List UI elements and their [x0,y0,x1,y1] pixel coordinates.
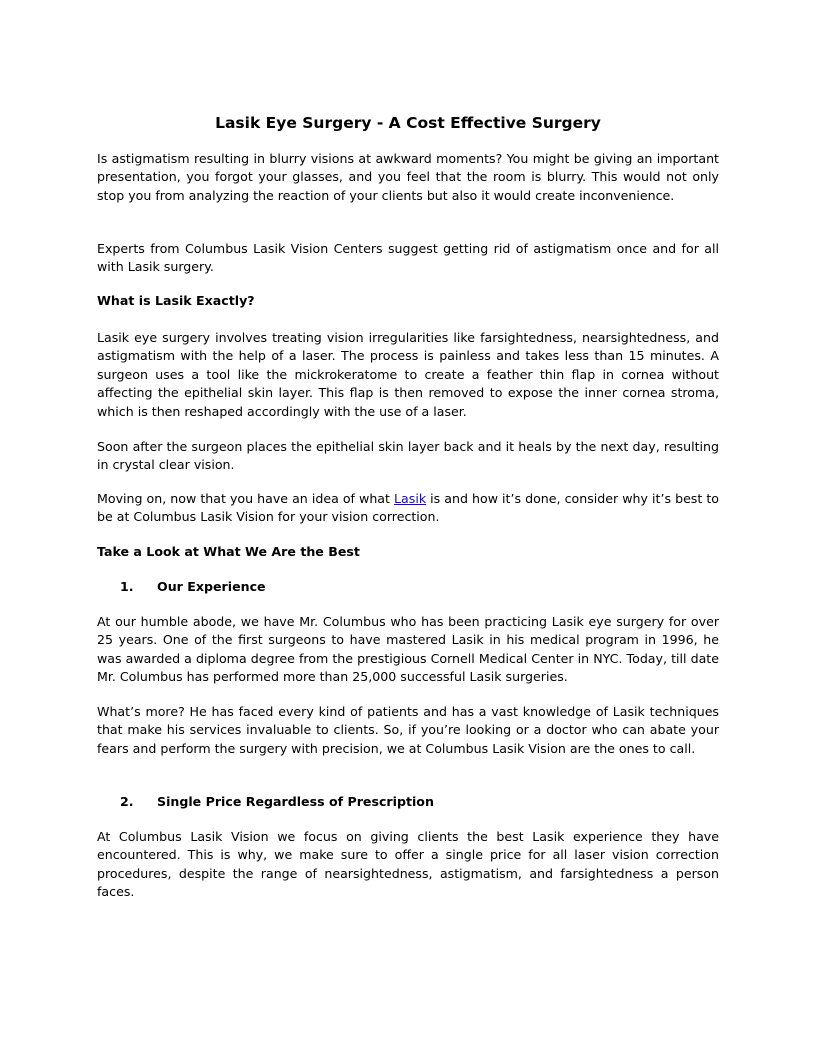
whats-more-paragraph: What’s more? He has faced every kind of patients and has a vast knowledge of Lasik techniques that make his services invaluable to clients. So, if you’re looking or a doctor who can abate your fears and perform the surgery with precision, we at Columbus Lasik Vision are the ones to call. [97,704,719,756]
list-label: Single Price Regardless of Prescription [157,794,434,809]
experience-paragraph: At our humble abode, we have Mr. Columbus who has been practicing Lasik eye surgery for over 25 years. One of the first surgeons to have mastered Lasik in his medical program in 1996, he was awarded a diploma degree from the prestigious Cornell Medical Center in NYC. Today, till date Mr. Columbus has performed more than 25,000 successful Lasik surgeries. [97,614,719,685]
list-item [97,578,719,596]
list-number: 1. [120,579,134,594]
page-title: Lasik Eye Surgery - A Cost Effective Surgery [215,114,601,132]
list-number: 2. [120,794,134,809]
section-heading-best: Take a Look at What We Are the Best [97,544,360,559]
moving-on-paragraph [97,490,719,527]
lasik-description-paragraph: Lasik eye surgery involves treating vision irregularities like farsightedness, nearsightedness, and astigmatism with the help of a laser. The process is painless and takes less than 15 minutes. A surgeon uses a tool like the mickrokeratome to create a feather thin flap in cornea without affecting the epithelial skin layer. This flap is then removed to expose the inner cornea stroma, which is then reshaped accordingly with the use of a laser. [97,330,719,419]
recovery-paragraph: Soon after the surgeon places the epithelial skin layer back and it heals by the next day, resulting in crystal clear vision. [97,439,719,473]
lasik-link[interactable]: Lasik [394,491,427,506]
section-heading-what-is-lasik: What is Lasik Exactly? [97,293,255,308]
experts-paragraph: Experts from Columbus Lasik Vision Centers suggest getting rid of astigmatism once and for all with Lasik surgery. [97,241,719,275]
text: Moving on, now that you have an idea of what [97,491,395,506]
text: is and how it’s done, consider why it’s best to be at Columbus Lasik Vision for your vision correction. [97,491,720,525]
intro-paragraph: Is astigmatism resulting in blurry visions at awkward moments? You might be giving an important presentation, you forgot your glasses, and you feel that the room is blurry. This would not only stop you from analyzing the reaction of your clients but also it would create inconvenience. [97,151,719,203]
single-price-paragraph: At Columbus Lasik Vision we focus on giving clients the best Lasik experience they have encountered. This is why, we make sure to offer a single price for all laser vision correction procedures, despite the range of nearsightedness, astigmatism, and farsightedness a person faces. [97,829,719,900]
list-item [97,793,719,811]
list-label: Our Experience [157,579,266,594]
